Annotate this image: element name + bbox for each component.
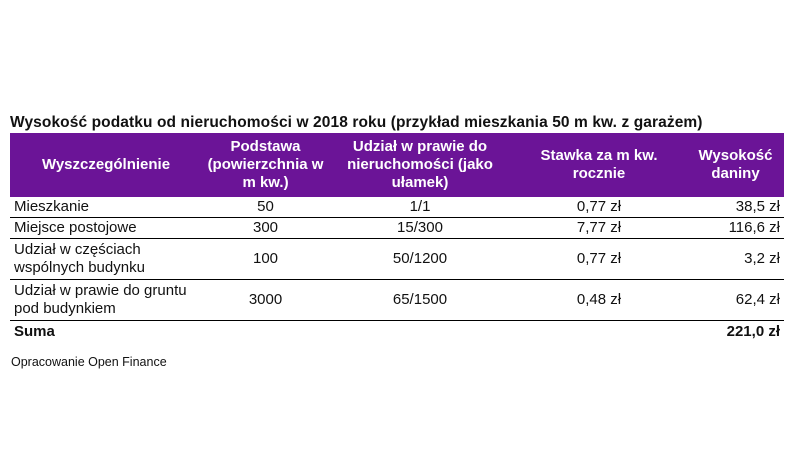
cell-amount: 38,5 zł [687,197,784,218]
table-row [10,218,784,239]
cell-rate: 7,77 zł [511,218,687,239]
column-header-item: Wyszczególnienie [10,133,202,197]
table-row [10,197,784,218]
sum-empty-cell [202,321,329,344]
table-row [10,239,784,280]
cell-rate: 0,48 zł [511,280,687,321]
cell-base: 3000 [202,280,329,321]
sum-empty-cell [329,321,511,344]
column-header-rate: Stawka za m kw. rocznie [511,133,687,197]
cell-amount: 3,2 zł [687,239,784,280]
column-header-share: Udział w prawie do nieruchomości (jako ułamek) [329,133,511,197]
cell-item: Udział w prawie do gruntu pod budynkiem [10,280,202,321]
tax-table [10,133,784,343]
cell-share: 15/300 [329,218,511,239]
cell-rate: 0,77 zł [511,197,687,218]
cell-amount: 116,6 zł [687,218,784,239]
cell-item: Miejsce postojowe [10,218,202,239]
cell-rate: 0,77 zł [511,239,687,280]
cell-item: Mieszkanie [10,197,202,218]
table-row [10,280,784,321]
cell-base: 100 [202,239,329,280]
cell-base: 50 [202,197,329,218]
cell-share: 50/1200 [329,239,511,280]
cell-amount: 62,4 zł [687,280,784,321]
table-title: Wysokość podatku od nieruchomości w 2018 roku (przykład mieszkania 50 m kw. z garażem) [10,114,703,131]
cell-share: 1/1 [329,197,511,218]
sum-empty-cell [511,321,687,344]
table-header-row [10,133,784,197]
sum-row [10,321,784,344]
column-header-base: Podstawa (powierzchnia w m kw.) [202,133,329,197]
cell-share: 65/1500 [329,280,511,321]
sum-value: 221,0 zł [726,323,780,340]
column-header-amount: Wysokość daniny [687,133,784,197]
cell-base: 300 [202,218,329,239]
cell-item: Udział w częściach wspólnych budynku [10,239,202,280]
source-note: Opracowanie Open Finance [11,355,167,369]
sum-label: Suma [14,323,55,340]
